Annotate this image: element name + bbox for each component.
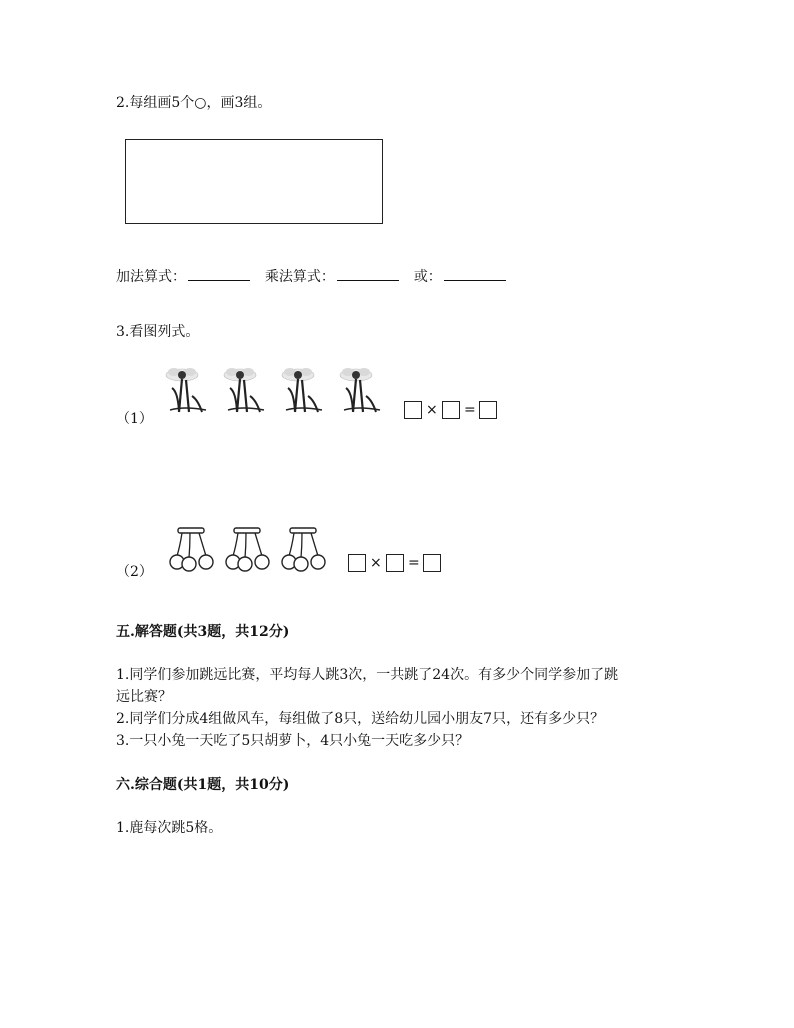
q2-title: 2.每组画5个○，画3组。 <box>116 95 272 111</box>
s5-problem3: 3.一只小兔一天吃了5只胡萝卜，4只小兔一天吃多少只？ <box>116 733 470 749</box>
equation-line <box>116 266 506 287</box>
section6-heading: 六.综合题(共1题，共10分) <box>116 777 290 793</box>
answer-box-2b[interactable] <box>386 554 404 572</box>
answer-box-1c[interactable] <box>479 401 497 419</box>
item2-label: （2） <box>116 564 153 580</box>
addition-label: 加法算式： <box>116 269 186 285</box>
answer-box-1a[interactable] <box>404 401 422 419</box>
s5-problem1-line1: 1.同学们参加跳远比赛，平均每人跳3次，一共跳了24次。有多少个同学参加了跳 <box>116 667 619 683</box>
flower-icon <box>282 368 322 412</box>
drawing-box[interactable] <box>125 139 383 224</box>
flower-icon <box>340 368 380 412</box>
multiplication-label: 乘法算式： <box>264 269 335 285</box>
section5-heading: 五.解答题(共3题，共12分) <box>116 624 290 640</box>
times-sign-2: × <box>370 555 382 571</box>
flower-icon <box>166 368 206 412</box>
s5-problem1-line2: 远比赛？ <box>116 689 172 705</box>
item1-label: （1） <box>116 411 153 427</box>
s5-problem2: 2.同学们分成4组做风车，每组做了8只，送给幼儿园小朋友7只，还有多少只？ <box>116 711 605 727</box>
s6-problem1: 1.鹿每次跳5格。 <box>116 820 223 836</box>
answer-box-2a[interactable] <box>348 554 366 572</box>
cherry-icon <box>226 528 269 571</box>
answer-box-1b[interactable] <box>442 401 460 419</box>
equals-sign-1: = <box>464 402 476 418</box>
flower-group <box>160 364 400 418</box>
cherry-group <box>166 524 336 574</box>
q3-title: 3.看图列式。 <box>116 324 200 340</box>
equals-sign-2: = <box>408 555 420 571</box>
multiplication-blank[interactable] <box>337 266 399 281</box>
addition-blank[interactable] <box>188 266 250 281</box>
or-blank[interactable] <box>444 266 506 281</box>
cherry-icon <box>170 528 213 571</box>
times-sign-1: × <box>426 402 438 418</box>
or-label: 或： <box>413 269 442 285</box>
cherry-icon <box>282 528 325 571</box>
flower-icon <box>224 368 264 412</box>
answer-box-2c[interactable] <box>423 554 441 572</box>
